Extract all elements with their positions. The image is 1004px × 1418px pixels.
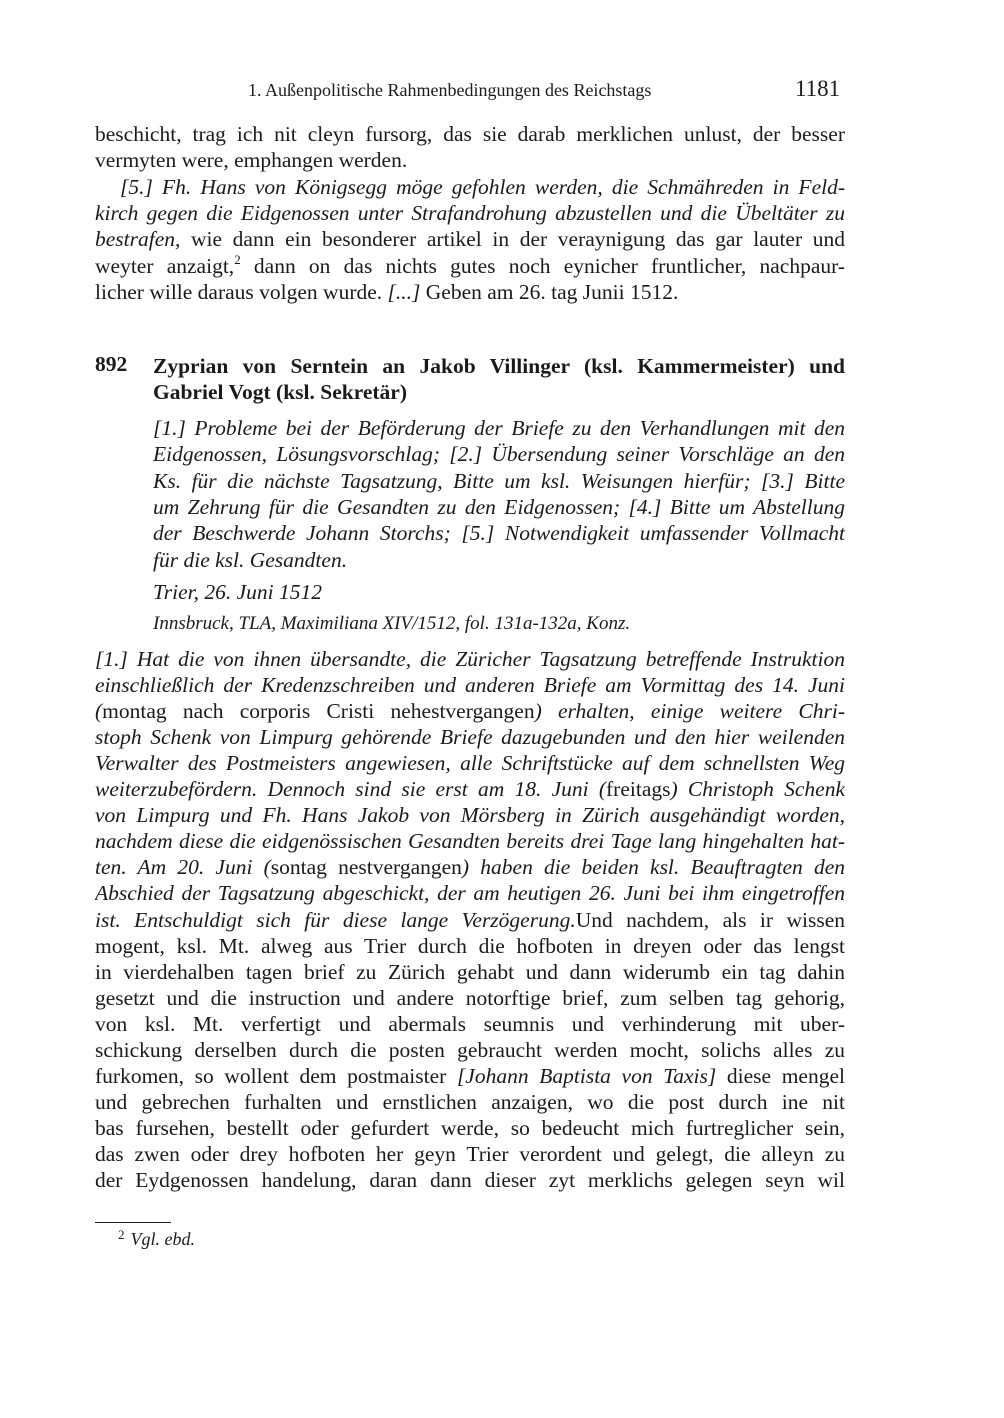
archival-source: Innsbruck, TLA, Maximiliana XIV/1512, fol. 131a-132a, Konz.	[153, 613, 631, 634]
text-line	[95, 984, 845, 1012]
text-segment: schickung derselben durch die posten gebraucht werden mocht, solichs alles zu	[95, 1037, 845, 1062]
text-line	[95, 749, 845, 777]
text-line	[95, 879, 845, 907]
text-segment: sontag nestvergangen	[270, 855, 462, 880]
text-line	[95, 801, 845, 829]
footnote-reference: 2	[234, 251, 241, 267]
text-line	[153, 414, 845, 442]
text-segment: weiterzubefördern. Dennoch sind sie erst am 18. Juni (	[95, 777, 607, 802]
text-segment: Zyprian von Serntein an Jakob Villinger (ksl. Kammermeister) und	[153, 354, 845, 378]
text-segment: stoph Schenk von Limpurg gehörende Briefe dazugebunden und den hier weilenden	[95, 725, 845, 750]
text-line	[95, 645, 845, 673]
text-segment: [1.] Probleme bei der Beförderung der Briefe zu den Verhandlungen mit den	[153, 416, 845, 440]
footnote-rule	[95, 1222, 171, 1223]
running-title: 1. Außenpolitische Rahmenbedingungen des Reichstags	[248, 80, 652, 100]
text-segment: und gebrechen furhalten und ernstlichen anzaigen, wo die post durch ine nit	[95, 1089, 845, 1114]
page-number: 1181	[795, 76, 841, 101]
text-segment: Verwalter des Postmeisters angewiesen, alle Schriftstücke auf dem schnellsten Weg	[95, 751, 845, 776]
text-segment: Eidgenossen, Lösungsvorschlag; [2.] Übersendung seiner Vorschläge an den	[153, 442, 845, 467]
text-segment: einschließlich der Kredenzschreiben und anderen Briefe am Vormittag des 14. Juni	[95, 673, 845, 698]
text-segment: ten. Am 20. Juni (	[95, 855, 271, 880]
text-segment: von ksl. Mt. verfertigt und abermals seumnis und verhinderung mit uber-	[95, 1011, 845, 1036]
text-line	[95, 146, 845, 174]
text-segment: Ks. für die nächste Tagsatzung, Bitte um ksl. Weisungen hierfür; [3.] Bitte	[153, 468, 845, 493]
text-segment: [...]	[387, 279, 421, 304]
text-segment: dann on das nichts gutes noch eynicher fruntlicher, nachpaur-	[240, 253, 845, 278]
text-line	[95, 278, 845, 306]
text-line	[95, 827, 845, 855]
text-line	[95, 1140, 845, 1168]
text-segment: [5.] Fh. Hans von Königsegg möge gefohlen werden, die Schmähreden in Feld-	[120, 174, 845, 199]
text-segment: ist. Entschuldigt sich für diese lange Verzögerung.	[95, 907, 576, 932]
text-segment: [Johann Baptista von Taxis]	[456, 1063, 717, 1088]
document-number: 892	[95, 352, 128, 376]
text-line	[95, 1010, 845, 1038]
text-line	[153, 467, 845, 495]
text-segment: ) haben die beiden ksl. Beauftragten den	[461, 855, 845, 880]
text-line	[95, 853, 845, 881]
text-segment: kirch gegen die Eidgenossen unter Strafandrohung abzustellen und die Übeltäter zu	[95, 200, 845, 225]
text-segment: wie dann ein besonderer artikel in der veraynigung das gar lauter und	[180, 227, 845, 252]
text-segment: ) erhalten, einige weitere Chri-	[534, 699, 845, 724]
text-line	[95, 775, 845, 803]
text-segment: um Zehrung für die Gesandten zu den Eidgenossen; [4.] Bitte um Abstellung	[153, 494, 845, 519]
text-segment: der Beschwerde Johann Storchs; [5.] Notwendigkeit umfassender Vollmacht	[153, 521, 845, 546]
text-line	[153, 352, 845, 380]
text-line	[95, 225, 845, 253]
text-line	[95, 958, 845, 986]
text-segment: weyter anzaigt,	[95, 253, 235, 278]
text-segment: gesetzt und die instruction und andere notorftige brief, zum selben tag gehorig,	[95, 985, 845, 1010]
text-line	[153, 440, 845, 468]
text-line	[95, 671, 845, 699]
text-segment: für die ksl. Gesandten.	[153, 547, 348, 572]
text-line	[95, 697, 845, 725]
text-line	[95, 252, 845, 280]
text-line	[95, 120, 845, 148]
text-line	[95, 1062, 845, 1090]
text-line	[95, 723, 845, 751]
text-line	[120, 173, 845, 201]
footnote-text: Vgl. ebd.	[130, 1229, 195, 1249]
text-line	[95, 199, 845, 227]
text-line	[95, 1114, 845, 1142]
place-date: Trier, 26. Juni 1512	[153, 580, 323, 604]
text-segment: Gabriel Vogt (ksl. Sekretär)	[153, 380, 408, 405]
text-segment: mogent, ksl. Mt. alweg aus Trier durch die hofboten in dreyen oder das lengst	[95, 933, 845, 958]
text-segment: der Eydgenossen handelung, daran dann dieser zyt merklichs gelegen seyn wil	[95, 1168, 845, 1192]
text-line	[153, 546, 845, 574]
text-segment: Geben am 26. tag Junii 1512.	[420, 279, 679, 304]
text-line	[95, 1036, 845, 1064]
text-segment: bestrafen,	[95, 227, 181, 252]
text-segment: von Limpurg und Fh. Hans Jakob von Mörsberg in Zürich ausgehändigt worden,	[95, 803, 845, 828]
text-segment: das zwen oder drey hofboten her geyn Trier verordent und gelegt, die alleyn zu	[95, 1141, 845, 1166]
text-line	[153, 493, 845, 521]
text-segment: furkomen, so wollent dem postmaister	[95, 1063, 457, 1088]
text-line	[95, 1088, 845, 1116]
footnote	[118, 1227, 195, 1250]
text-segment: diese mengel	[716, 1063, 845, 1088]
text-segment: (	[95, 699, 103, 724]
text-line	[153, 378, 845, 406]
text-segment: freitags	[606, 777, 671, 802]
text-segment: ) Christoph Schenk	[670, 777, 845, 802]
text-segment: beschicht, trag ich nit cleyn fursorg, das sie darab merklichen unlust, der besser	[95, 122, 845, 146]
text-segment: in vierdehalben tagen brief zu Zürich gehabt und dann widerumb ein tag dahin	[95, 959, 845, 984]
text-segment: vermyten were, emphangen werden.	[95, 148, 408, 173]
text-line	[95, 1166, 845, 1194]
footnote-number: 2	[118, 1227, 125, 1242]
text-line	[153, 519, 845, 547]
text-segment: nachdem diese die eidgenössischen Gesandten bereits drei Tage lang hingehalten hat-	[95, 829, 845, 854]
text-line	[95, 932, 845, 960]
text-segment: bas fursehen, bestellt oder gefurdert werde, so bedeucht mich furtreglicher sein,	[95, 1115, 845, 1140]
text-segment: licher wille daraus volgen wurde.	[95, 279, 388, 304]
text-segment: [1.] Hat die von ihnen übersandte, die Züricher Tagsatzung betreffende Instruktion	[95, 647, 845, 671]
text-line	[95, 906, 845, 934]
text-segment: Und nachdem, als ir wissen	[575, 907, 845, 932]
text-segment: montag nach corporis Cristi nehestvergangen	[102, 699, 535, 724]
text-segment: Abschied der Tagsatzung abgeschickt, der am heutigen 26. Juni bei ihm eingetroffen	[95, 881, 845, 906]
